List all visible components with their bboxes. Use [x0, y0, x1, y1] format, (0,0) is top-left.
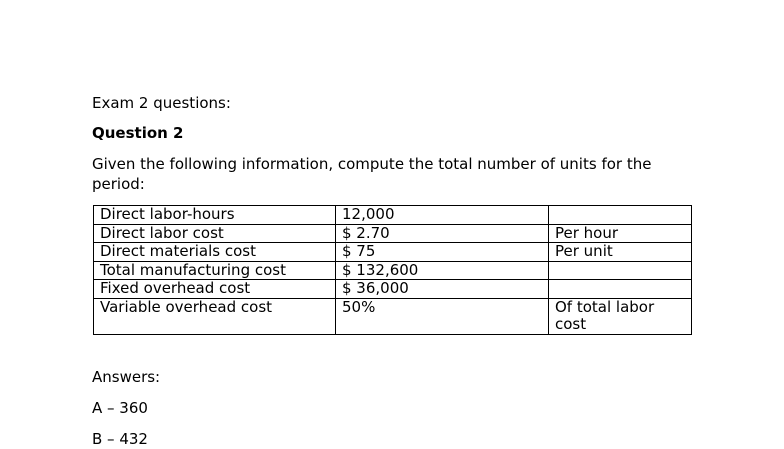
- table-row: [94, 261, 692, 280]
- table-cell-item: Direct labor cost: [94, 224, 336, 243]
- exam-title: Exam 2 questions:: [92, 94, 231, 112]
- table-cell-unit: Per hour: [549, 224, 692, 243]
- cost-data-table: [93, 205, 692, 335]
- table-row: [94, 298, 692, 334]
- answer-option: A – 360: [92, 399, 148, 417]
- table-cell-value: $ 36,000: [336, 280, 549, 299]
- table-cell-unit: Per unit: [549, 243, 692, 262]
- table-cell-unit: [549, 280, 692, 299]
- table-cell-item: Direct labor-hours: [94, 206, 336, 225]
- table-row: [94, 243, 692, 262]
- table-cell-item: Direct materials cost: [94, 243, 336, 262]
- table-cell-unit: [549, 206, 692, 225]
- table-row: [94, 224, 692, 243]
- question-prompt: Given the following information, compute the total number of units for the period:: [92, 155, 652, 193]
- table-cell-value: 12,000: [336, 206, 549, 225]
- table-cell-value: $ 75: [336, 243, 549, 262]
- table-cell-value: 50%: [336, 298, 549, 334]
- table-row: [94, 280, 692, 299]
- table-row: [94, 206, 692, 225]
- table-cell-item: Fixed overhead cost: [94, 280, 336, 299]
- table-cell-value: $ 2.70: [336, 224, 549, 243]
- table-cell-item: Variable overhead cost: [94, 298, 336, 334]
- answers-heading: Answers:: [92, 368, 161, 386]
- table-cell-value: $ 132,600: [336, 261, 549, 280]
- answer-option: B – 432: [92, 430, 148, 448]
- question-heading: Question 2: [92, 124, 184, 142]
- table-cell-unit: Of total labor cost: [549, 298, 692, 334]
- table-cell-unit: [549, 261, 692, 280]
- table-cell-item: Total manufacturing cost: [94, 261, 336, 280]
